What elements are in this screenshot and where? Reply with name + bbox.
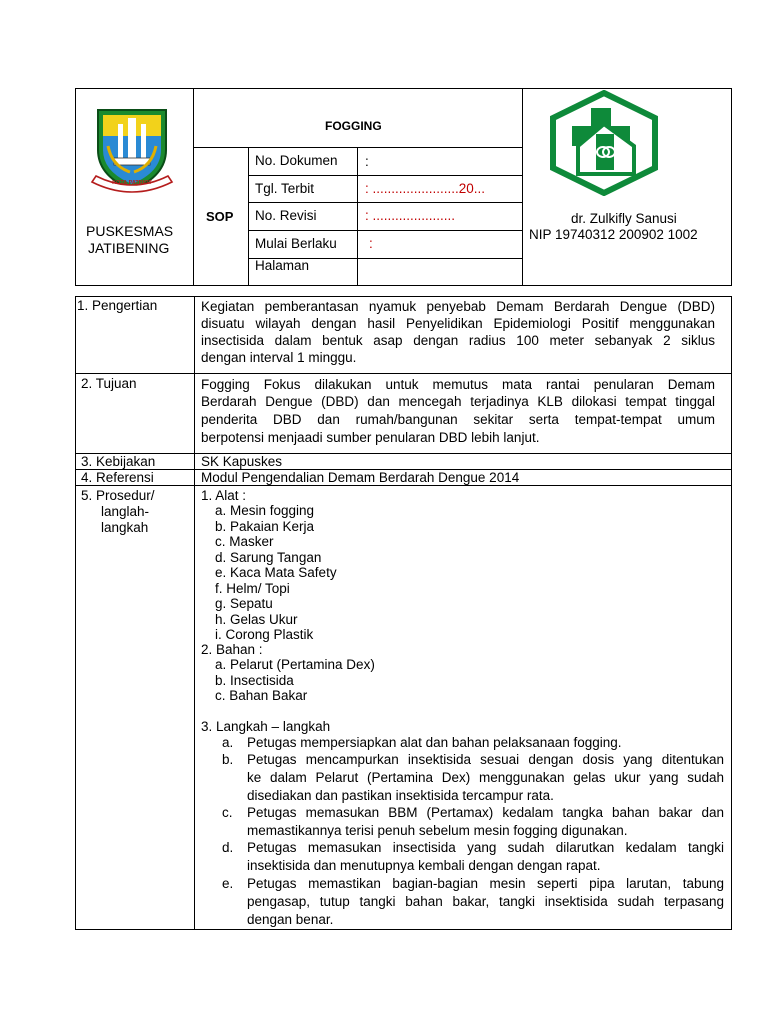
alat-item: d. Sarung Tangan	[215, 550, 322, 565]
logo-motto: KOTA PATRIOT	[112, 180, 152, 186]
city-emblem-logo	[88, 106, 176, 200]
pengertian-line-4: dengan interval 1 minggu.	[201, 350, 357, 365]
pengertian-line-1: Kegiatan pemberantasan nyamuk penyebab Demam Berdarah Dengue (DBD)	[201, 299, 715, 314]
alat-title: 1. Alat :	[201, 488, 247, 503]
alat-item: h. Gelas Ukur	[215, 612, 298, 627]
langkah-marker: c.	[222, 805, 233, 820]
langkah-marker: b.	[222, 752, 234, 767]
langkah-c-line-2: memastikannya terisi penuh sebelum mesin fogging digunakan.	[247, 823, 628, 838]
langkah-d-line-2: insektisida dan menutupnya kembali dengan dengan rapat.	[247, 858, 601, 873]
bahan-item: b. Insectisida	[215, 673, 294, 688]
referensi-value: Modul Pengendalian Demam Berdarah Dengue 2014	[201, 470, 520, 485]
alat-item: c. Masker	[215, 534, 274, 549]
alat-item: b. Pakaian Kerja	[215, 519, 315, 534]
signer-name: dr. Zulkifly Sanusi	[571, 211, 677, 226]
prosedur-label-line1: 5. Prosedur/	[81, 488, 155, 503]
bahan-item: a. Pelarut (Pertamina Dex)	[215, 657, 375, 672]
org-name-line1: PUSKESMAS	[86, 223, 174, 239]
alat-item: f. Helm/ Topi	[215, 581, 290, 596]
langkah-marker: d.	[222, 840, 234, 855]
langkah-e-line-1: Petugas memastikan bagian-bagian mesin seperti pipa larutan, tabung	[247, 876, 724, 891]
langkah-b-line-1: Petugas mencampurkan insektisida sesuai dengan dosis yang ditentukan	[247, 752, 724, 767]
langkah-marker: a.	[222, 735, 234, 750]
kebijakan-label: 3. Kebijakan	[81, 454, 156, 469]
meta-label-mulai-berlaku: Mulai Berlaku	[255, 236, 337, 251]
kebijakan-value: SK Kapuskes	[201, 454, 283, 469]
bahan-title: 2. Bahan :	[201, 642, 263, 657]
langkah-c-line-1: Petugas memasukan BBM (Pertamax) kedalam tangka bahan bakar dan	[247, 805, 724, 820]
meta-label-halaman: Halaman	[255, 258, 310, 273]
pengertian-line-2: disuatu wilayah dengan hasil Penyelidikan Epidemiologi Positif menggunakan	[201, 316, 715, 331]
meta-value-no-dokumen: :	[365, 154, 369, 169]
alat-item: e. Kaca Mata Safety	[215, 565, 337, 580]
meta-label-no-dokumen: No. Dokumen	[255, 153, 338, 168]
tujuan-line-4: berpotensi menjaadi sumber penularan DBD lebih lanjut.	[201, 430, 540, 445]
langkah-b-line-3: disediakan dan pastikan insektisida tercampur rata.	[247, 788, 554, 803]
signer-nip: NIP 19740312 200902 1002	[529, 227, 698, 242]
prosedur-label-line3: langkah	[101, 520, 149, 535]
tujuan-line-2: Berdarah Dengue (DBD) dan mencegah terjadinya KLB dilokasi tempat tinggal	[201, 394, 715, 409]
langkah-title: 3. Langkah – langkah	[201, 719, 331, 734]
meta-label-tgl-terbit: Tgl. Terbit	[255, 181, 315, 196]
langkah-e-line-2: pengasap, tutup tangki bahan bakar, tangki insektisida sudah terpasang	[247, 894, 724, 909]
sop-label: SOP	[206, 209, 234, 224]
tujuan-line-3: penderita DBD dan rumah/bangunan sekitar serta tempat-tempat umum	[201, 412, 715, 427]
prosedur-label-line2: langlah-	[101, 504, 150, 519]
referensi-label: 4. Referensi	[81, 470, 154, 485]
pengertian-label: 1. Pengertian	[77, 298, 158, 313]
meta-value-no-revisi: : ......................	[365, 208, 456, 223]
meta-label-no-revisi: No. Revisi	[255, 208, 317, 223]
tujuan-label: 2. Tujuan	[81, 376, 137, 391]
meta-value-tgl-terbit: : .......................20...	[365, 181, 486, 196]
alat-item: i. Corong Plastik	[215, 627, 314, 642]
puskesmas-logo	[548, 90, 660, 196]
meta-value-mulai-berlaku: :	[369, 236, 373, 251]
alat-item: g. Sepatu	[215, 596, 273, 611]
langkah-a-line-1: Petugas mempersiapkan alat dan bahan pelaksanaan fogging.	[247, 735, 622, 750]
tujuan-line-1: Fogging Fokus dilakukan untuk memutus mata rantai penularan Demam	[201, 377, 715, 392]
alat-item: a. Mesin fogging	[215, 503, 315, 518]
langkah-marker: e.	[222, 876, 234, 891]
pengertian-line-3: insectisida dalam bentuk asap dengan radius 100 meter sebanyak 2 siklus	[201, 333, 715, 348]
document-title: FOGGING	[325, 119, 382, 133]
langkah-b-line-2: ke dalam Pelarut (Pertamina Dex) menggunakan gelas ukur yang sudah	[247, 770, 724, 785]
org-name-line2: JATIBENING	[88, 240, 170, 256]
langkah-d-line-1: Petugas memasukan insectisida yang sudah dilarutkan kedalam tangki	[247, 840, 724, 855]
langkah-e-line-3: dengan benar.	[247, 912, 334, 927]
bahan-item: c. Bahan Bakar	[215, 688, 308, 703]
